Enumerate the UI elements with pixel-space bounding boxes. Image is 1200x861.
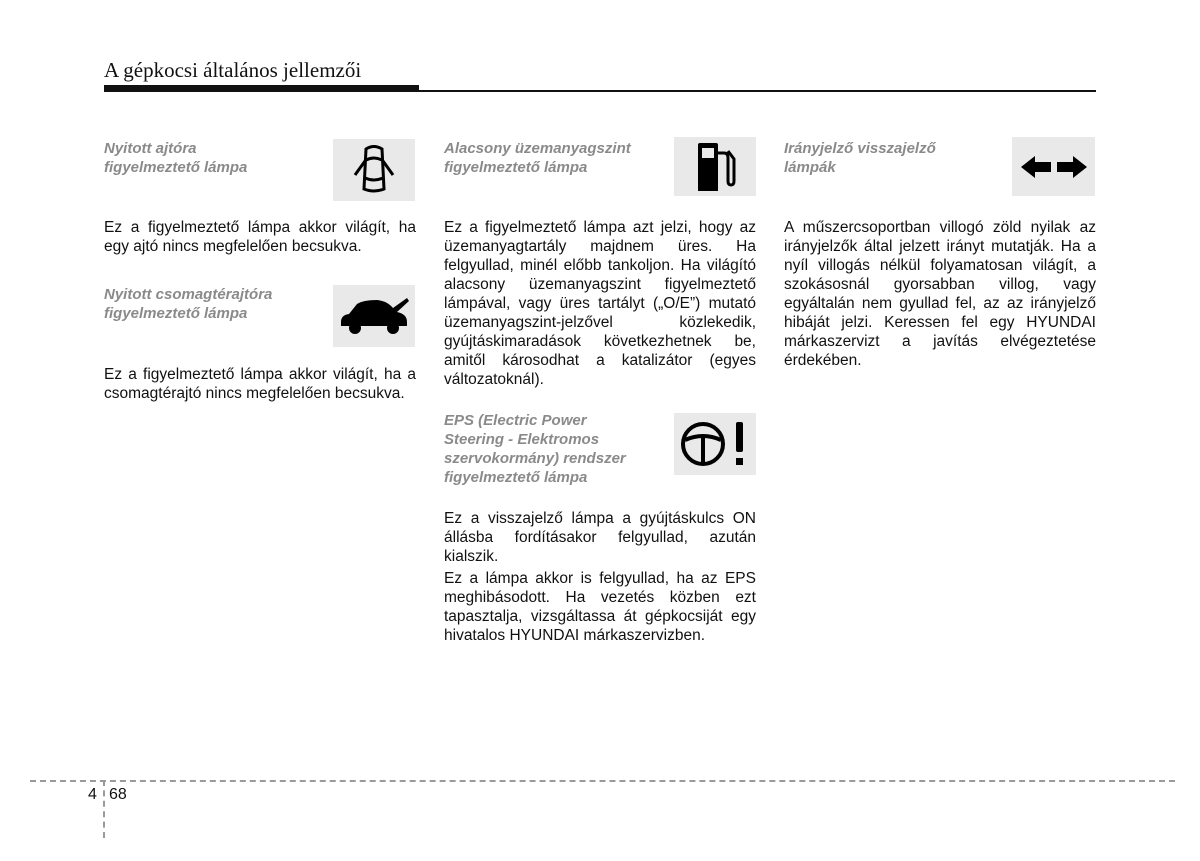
- header-rule: [104, 90, 1096, 92]
- section-body: Ez a figyelmeztető lámpa azt jelzi, hogy az üzemanyagtartály majdnem üres. Ha felgyullad, minél előbb tankoljon. Ha világító alacsony üzemanyagszint figyelmeztető lámpával, vagy üres tartályt („O/E”) mutató üzemanyagszint-jelzővel közlekedik, gyújtáskimaradások következhetnek be, amitől károsodhat a katalizátor (egyes változatoknál).: [444, 219, 756, 388]
- turn-arrows-icon: [1019, 152, 1089, 182]
- page-number: 68: [109, 786, 127, 803]
- section-body: Ez a figyelmeztető lámpa akkor világít, ha a csomagtérajtó nincs megfelelően becsukva.: [104, 366, 416, 402]
- trunk-icon-box: [333, 285, 415, 347]
- section-body: Ez a figyelmeztető lámpa akkor világít, ha egy ajtó nincs megfelelően becsukva.: [104, 219, 416, 255]
- section-title: Nyitott csomagtérajtóra figyelmeztető lámpa: [104, 286, 273, 322]
- turn-icon-box: [1012, 137, 1095, 196]
- page-title: A gépkocsi általános jellemzői: [104, 58, 362, 82]
- section-title: EPS (Electric Power Steering - Elektromos szervokormány) rendszer figyelmeztető lámpa: [444, 412, 626, 486]
- door-icon-box: [333, 139, 415, 201]
- chapter-number: 4: [88, 786, 97, 803]
- section-body: A műszercsoportban villogó zöld nyilak az irányjelzők által jelzett irányt mutatják. Ha a nyíl villogás nélkül folyamatosan világít, a szokásosnál gyorsabban villog, vagy egyáltalán nem gyullad fel, az az irányjelző hibáját jelzi. Keressen fel egy HYUNDAI márkaszervizt a javítás elvégeztetése érdekében.: [784, 219, 1096, 369]
- section-title: Irányjelző visszajelző lámpák: [784, 140, 936, 176]
- steering-warning-icon: [679, 418, 751, 470]
- eps-icon-box: [674, 413, 756, 475]
- fuel-icon-box: [674, 137, 756, 196]
- section-body: Ez a lámpa akkor is felgyullad, ha az EPS meghibásodott. Ha vezetés közben ezt tapasztalja, vizsgáltassa át gépkocsiját egy hivatalos HYUNDAI márkaszervizben.: [444, 570, 756, 644]
- section-title: Nyitott ajtóra figyelmeztető lámpa: [104, 140, 248, 176]
- open-door-icon: [350, 143, 398, 197]
- fuel-pump-icon: [692, 141, 738, 193]
- section-title: Alacsony üzemanyagszint figyelmeztető lámpa: [444, 140, 631, 176]
- footer-rule: [30, 780, 1175, 782]
- footer-divider: [103, 780, 105, 838]
- section-body: Ez a visszajelző lámpa a gyújtáskulcs ON állásba fordításakor felgyullad, azután kialszik.: [444, 510, 756, 565]
- open-trunk-icon: [337, 296, 411, 336]
